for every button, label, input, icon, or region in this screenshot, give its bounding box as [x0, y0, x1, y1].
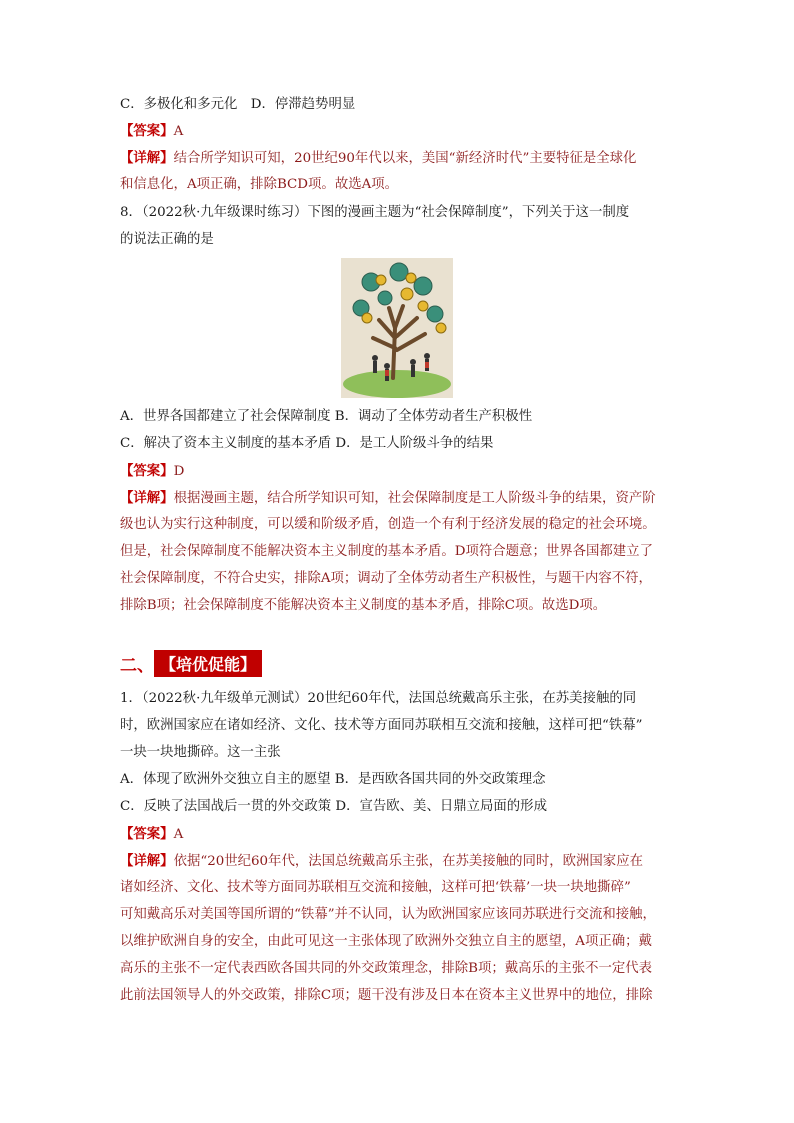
detail-line [120, 488, 656, 509]
detail-text: 依据“20世纪60年代，法国总统戴高乐主张，在苏美接触的同时，欧洲国家应在 [173, 854, 643, 869]
option-line-ab: A．世界各国都建立了社会保障制度 B．调动了全体劳动者生产积极性 [120, 409, 533, 424]
detail-text: 此前法国领导人的外交政策，排除C项；题干没有涉及日本在资本主义世界中的地位，排除 [120, 988, 653, 1003]
answer-tag: 【答案】 [120, 123, 174, 139]
answer-value: A [173, 124, 184, 139]
question-stem: 一块一块地撕碎。这一主张 [120, 745, 281, 760]
answer-line [120, 461, 184, 482]
answer-tag: 【答案】 [120, 826, 174, 842]
answer-line [120, 824, 183, 845]
option-line-cd: C．解决了资本主义制度的基本矛盾 D．是工人阶级斗争的结果 [120, 436, 494, 451]
detail-text: 高乐的主张不一定代表西欧各国共同的外交政策理念，排除B项；戴高乐的主张不一定代表 [120, 961, 653, 976]
detail-text: 以维护欧洲自身的安全，由此可见这一主张体现了欧洲外交独立自主的愿望，A项正确；戴 [120, 934, 652, 949]
detail-text: 根据漫画主题，结合所学知识可知，社会保障制度是工人阶级斗争的结果，资产阶 [173, 491, 656, 506]
question-stem: 8．（2022秋·九年级课时练习）下图的漫画主题为“社会保障制度”，下列关于这一制度 [120, 205, 630, 220]
detail-text: 但是，社会保障制度不能解决资本主义制度的基本矛盾。D项符合题意；世界各国都建立了 [120, 544, 653, 559]
section-title-badge: 【培优促能】 [154, 650, 262, 677]
cartoon-money-tree-illustration [341, 258, 453, 398]
detail-text: 排除B项；社会保障制度不能解决资本主义制度的基本矛盾，排除C项。故选D项。 [120, 598, 607, 613]
answer-value: A [173, 827, 184, 842]
detail-text: 结合所学知识可知，20世纪90年代以来，美国“新经济时代”主要特征是全球化 [173, 151, 637, 166]
detail-tag: 【详解】 [120, 490, 174, 506]
answer-tag: 【答案】 [120, 463, 174, 479]
prev-detail-line [120, 148, 636, 169]
prev-answer-line [120, 121, 183, 142]
detail-text: 和信息化，A项正确，排除BCD项。故选A项。 [120, 177, 399, 192]
detail-tag: 【详解】 [120, 853, 174, 869]
detail-text: 诸如经济、文化、技术等方面同苏联相互交流和接触，这样可把‘铁幕’一块一块地撕碎” [120, 880, 631, 895]
detail-text: 级也认为实行这种制度，可以缓和阶级矛盾，创造一个有利于经济发展的稳定的社会环境。 [120, 517, 656, 532]
detail-tag: 【详解】 [120, 150, 174, 166]
section-heading [120, 650, 262, 676]
question-stem: 的说法正确的是 [120, 232, 214, 247]
detail-text: 社会保障制度，不符合史实，排除A项；调动了全体劳动者生产积极性，与题干内容不符， [120, 571, 652, 586]
section-number: 二、 [120, 655, 154, 676]
prev-question-options: C．多极化和多元化 D．停滞趋势明显 [120, 97, 356, 112]
option-line-cd: C．反映了法国战后一贯的外交政策 D．宣告欧、美、日鼎立局面的形成 [120, 799, 547, 814]
detail-text: 可知戴高乐对美国等国所谓的“铁幕”并不认同，认为欧洲国家应该同苏联进行交流和接触， [120, 907, 656, 922]
question-stem: 时，欧洲国家应在诸如经济、文化、技术等方面同苏联相互交流和接触，这样可把“铁幕” [120, 718, 643, 733]
answer-value: D [173, 464, 185, 479]
question-stem: 1．（2022秋·九年级单元测试）20世纪60年代，法国总统戴高乐主张，在苏美接触的同 [120, 691, 637, 706]
detail-line [120, 851, 643, 872]
option-line-ab: A．体现了欧洲外交独立自主的愿望 B．是西欧各国共同的外交政策理念 [120, 772, 546, 787]
